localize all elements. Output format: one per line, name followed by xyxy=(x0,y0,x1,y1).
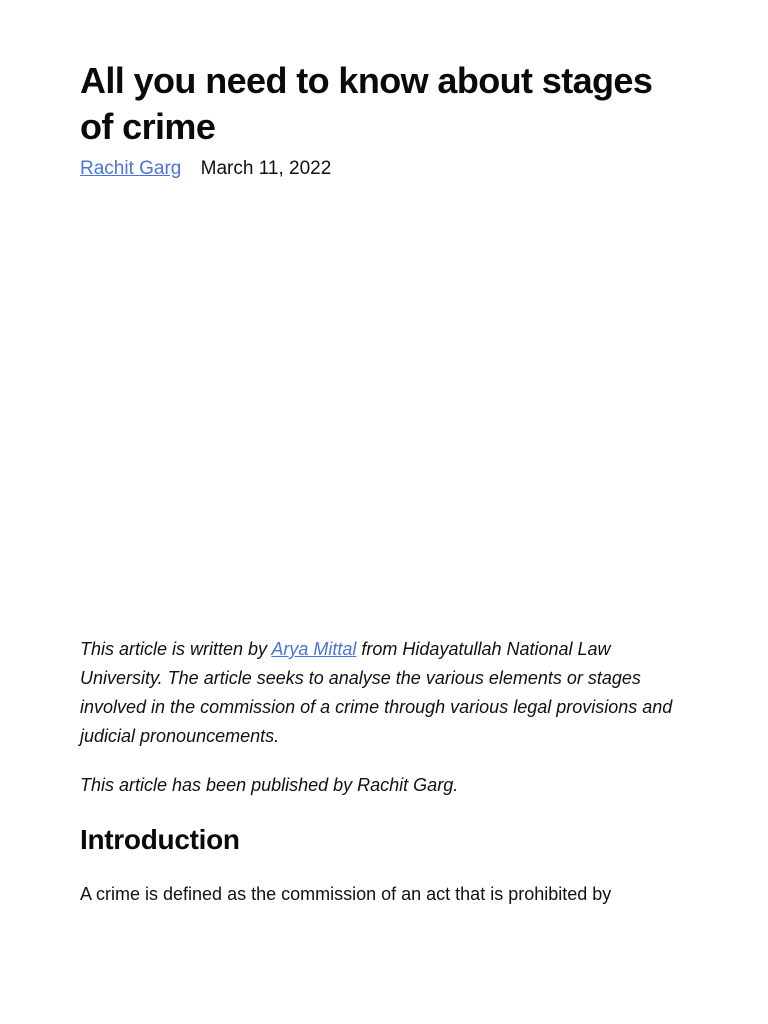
author-link[interactable]: Rachit Garg xyxy=(80,158,182,179)
intro-prefix: This article is written by xyxy=(80,639,272,659)
article-meta xyxy=(80,156,690,182)
publish-date: March 11, 2022 xyxy=(200,158,332,179)
article-intro-note xyxy=(80,635,690,751)
paragraph: A crime is defined as the commission of an act that is prohibited by xyxy=(80,884,612,904)
article xyxy=(80,58,690,909)
published-note: This article has been published by Rachit Garg. xyxy=(80,775,459,795)
section-heading-introduction: Introduction xyxy=(80,824,240,855)
writer-link[interactable]: Arya Mittal xyxy=(271,639,357,659)
article-title: All you need to know about stages of crime xyxy=(80,60,653,147)
media-placeholder xyxy=(80,182,690,635)
intro-suffix: from Hidayatullah National Law University. The article seeks to analyse the various elements or stages involved in the commission of a crime through various legal provisions and judicial pronouncements. xyxy=(80,639,673,746)
